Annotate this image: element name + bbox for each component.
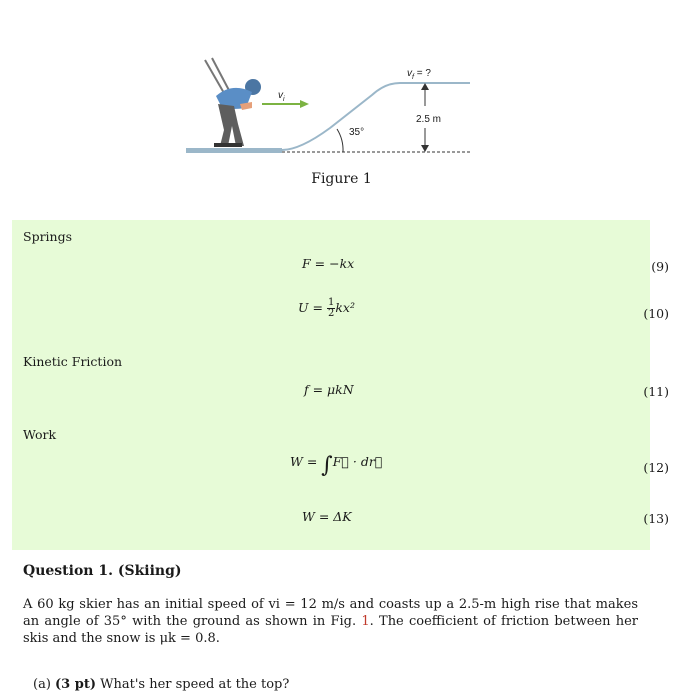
equation-10 bbox=[298, 298, 355, 319]
equation-11: f = μkN bbox=[304, 382, 354, 397]
equation-13: W = ΔK bbox=[302, 509, 352, 524]
part-a-text: What's her speed at the top? bbox=[96, 677, 290, 692]
equation-9: F = −kx bbox=[302, 256, 355, 271]
eq12-lhs: W = bbox=[290, 454, 322, 469]
part-a-question bbox=[33, 677, 289, 692]
question-text-part2: . The coefficient of friction between her skis and the snow is μk = 0.8. bbox=[23, 614, 638, 646]
angle-label: 35° bbox=[349, 127, 365, 138]
eq10-frac-den: 2 bbox=[327, 308, 335, 319]
question-title: Question 1. (Skiing) bbox=[23, 563, 182, 579]
equation-12-number: (12) bbox=[643, 460, 669, 475]
part-a-prefix: (a) bbox=[33, 677, 56, 692]
kinetic-friction-label: Kinetic Friction bbox=[23, 354, 123, 369]
figure-caption: Figure 1 bbox=[311, 171, 372, 187]
equation-12 bbox=[290, 453, 382, 478]
eq10-rhs: kx² bbox=[335, 300, 355, 315]
figure-reference-link[interactable]: 1 bbox=[361, 614, 370, 629]
integral-symbol: ∫ bbox=[321, 453, 333, 478]
equation-10-number: (10) bbox=[643, 306, 669, 321]
vf-label: $v_f$ = ? bbox=[407, 68, 431, 81]
vi-label: $v_i$ bbox=[278, 90, 285, 103]
ramp-curve bbox=[282, 83, 470, 150]
eq10-lhs: U = bbox=[298, 300, 327, 315]
snow-ground bbox=[186, 148, 282, 153]
part-a-points: (3 pt) bbox=[55, 677, 96, 692]
angle-arc bbox=[337, 129, 343, 152]
equation-13-number: (13) bbox=[643, 511, 669, 526]
skier-figure bbox=[0, 0, 683, 200]
skier-icon bbox=[205, 58, 261, 147]
question-text-part1: A 60 kg skier has an initial speed of vi = 12 m/s and coasts up a 2.5-m high rise that makes an angle of 35° with the ground as shown in Fig. bbox=[23, 597, 638, 629]
equation-9-number: (9) bbox=[651, 259, 669, 274]
springs-label: Springs bbox=[23, 229, 73, 244]
question-text bbox=[23, 596, 638, 647]
eq12-rhs: F⃗ · dr⃗ bbox=[332, 454, 383, 469]
equation-11-number: (11) bbox=[643, 384, 669, 399]
height-label: 2.5 m bbox=[416, 114, 442, 125]
eq10-frac-num: 1 bbox=[327, 297, 335, 308]
work-label: Work bbox=[23, 427, 57, 442]
